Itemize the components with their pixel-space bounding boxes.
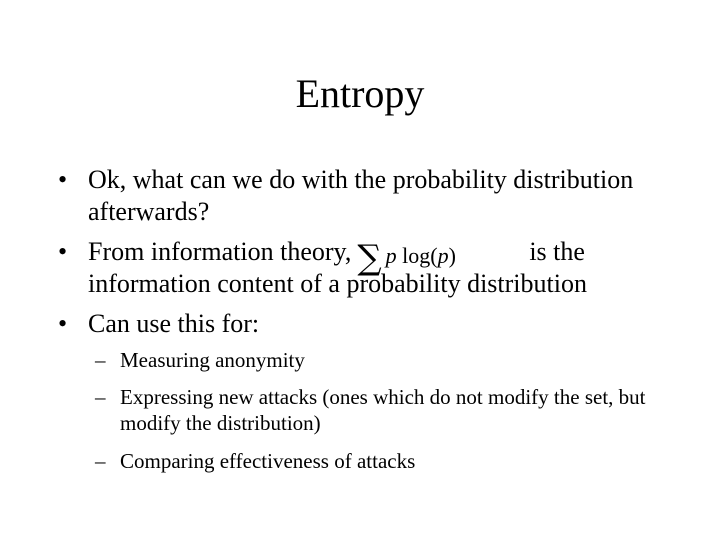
bullet-text-with-formula [88,236,678,300]
bullet-marker: • [58,237,68,266]
entropy-formula [357,236,456,278]
formula-log: log( [396,243,438,268]
slide-title: Entropy [295,71,425,116]
bullet-text: Ok, what can we do with the probability distribution afterwards? [88,165,634,226]
sub-bullet-text: Expressing new attacks (ones which do not modify the set, but modify the distribution) [120,385,646,435]
bullet-marker: • [58,165,68,194]
formula-expression [386,243,456,268]
sub-bullet-item [95,448,670,474]
sub-bullet-marker: – [95,385,106,409]
summation-symbol: ∑ [357,238,382,278]
sub-bullet-text: Comparing effectiveness of attacks [120,449,416,473]
bullet-item [58,236,678,300]
sub-bullet-marker: – [95,348,106,372]
bullet-item [58,308,678,340]
sub-bullet-text: Measuring anonymity [120,348,305,372]
sub-bullet-item [95,384,670,436]
bullet-text-before: From information theory, [88,237,352,266]
bullet-text-after: is the information content of a probability distribution [88,237,587,298]
bullet-item [58,164,678,228]
sub-bullet-marker: – [95,449,106,473]
sub-bullet-item [95,347,670,373]
bullet-text: Can use this for: [88,309,260,338]
formula-variable: p [385,243,397,268]
formula-close: ) [448,243,456,268]
entropy-formula-slot [351,236,529,278]
formula-variable: p [437,243,449,268]
bullet-marker: • [58,309,68,338]
